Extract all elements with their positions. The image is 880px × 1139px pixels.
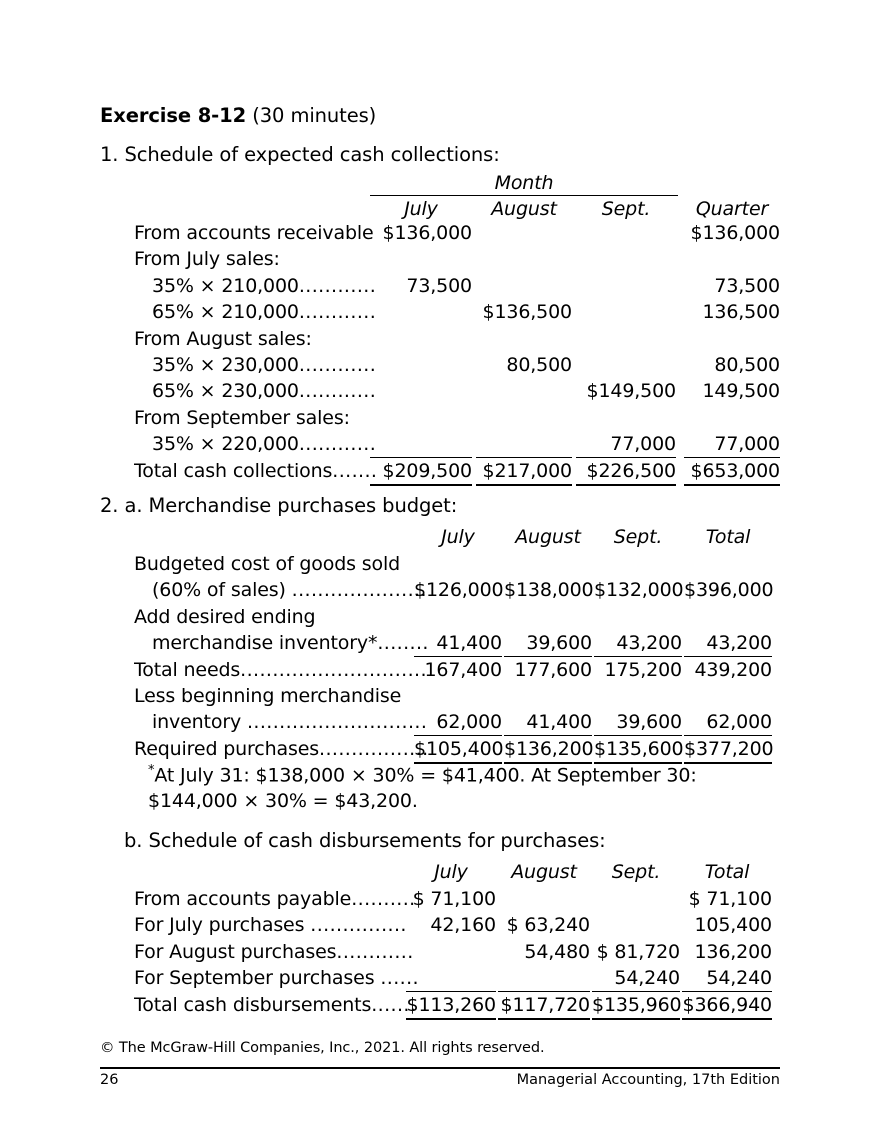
table-cell: 80,500 [714,354,780,376]
page-number: 26 [100,1072,119,1088]
table-row [0,606,880,633]
table-cell: 105,400 [694,914,772,937]
table-row [0,967,880,994]
cell-rule [370,433,472,458]
table-cell: $149,500 [586,380,676,403]
table-cell: 77,000 [576,433,676,458]
table-row [0,460,880,487]
row-label: Less beginning merchandise [134,685,402,707]
leader-dots: ............................. [240,658,427,681]
leader-dots: ....... [371,993,417,1016]
table-row [0,579,880,606]
column-group-rule [370,195,678,196]
row-label: inventory ............................ [152,711,428,734]
table-cell: 136,500 [702,301,780,324]
table-row [0,433,880,460]
leader-dots: ............... [310,914,407,937]
table-cell: $135,960 [592,994,680,1020]
table-row [0,275,880,302]
leader-dots: ................. [319,737,429,760]
table-cell: 43,200 [594,632,682,657]
cell-rule [476,433,572,458]
table-cell: 54,240 [592,967,680,992]
table-cell: 439,200 [694,658,772,681]
column-header: Total [705,526,751,548]
footnote-marker: * [148,763,155,778]
book-title: Managerial Accounting, 17th Edition [516,1072,780,1088]
table-cell: 43,200 [684,632,772,657]
table-row [0,301,880,328]
row-label: Budgeted cost of goods sold [134,553,401,575]
row-label: 35% × 210,000............ [152,274,377,297]
table-cell: $217,000 [476,460,572,486]
column-header: August [511,861,577,883]
row-label: For July purchases ............... [134,914,407,937]
table-cell: 175,200 [604,658,682,681]
footnote [148,758,788,814]
table-cell: $138,000 [504,579,594,602]
table-cell: 77,000 [684,433,780,458]
row-label: From accounts payable.......... [134,888,416,910]
question-1-heading: 1. Schedule of expected cash collections: [100,143,500,166]
table-row [0,222,880,249]
table-row [0,328,880,355]
leader-dots: .......... [351,888,416,910]
column-group-header-month: Month [494,172,554,194]
table-cell: $ 81,720 [596,940,680,963]
column-header: Sept. [613,526,663,548]
page-title [100,104,376,127]
row-label: Total needs............................. [134,658,427,681]
table-cell: 41,400 [504,711,592,736]
table-row [0,354,880,381]
table-cell: 177,600 [514,658,592,681]
table-cell: $136,000 [690,222,780,244]
row-label: From accounts receivable [134,222,374,244]
table-row [0,553,880,580]
leader-dots: ............................ [246,711,428,734]
table-cell: $653,000 [684,460,780,486]
leader-dots: ............ [298,354,377,376]
table-cell: $ 63,240 [506,914,590,937]
table-row [0,914,880,941]
table-cell: $113,260 [406,994,496,1020]
table-cell: $117,720 [498,994,590,1020]
row-label: merchandise inventory*........ [152,632,429,655]
row-label: From September sales: [134,406,350,429]
table-row [0,248,880,275]
table-row [0,888,880,915]
table-cell: 39,600 [594,711,682,736]
table-cell: 42,160 [430,914,496,937]
table-cell: 39,600 [504,632,592,657]
column-header: Total [704,861,750,883]
table-cell: $226,500 [576,460,676,486]
table-cell: $ 71,100 [412,888,496,910]
table-cell: 62,000 [684,711,772,736]
leader-dots: ............ [298,274,377,297]
table-row [0,994,880,1021]
row-label: (60% of sales) ..................... [152,579,427,602]
row-label: For August purchases............ [134,940,414,963]
footnote-text: At July 31: $138,000 × 30% = $41,400. At September 30: $144,000 × 30% = $43,200. [148,764,697,813]
table-cell: 136,200 [694,940,772,963]
leader-dots: ............ [298,301,377,324]
row-label: Required purchases................. [134,737,429,760]
leader-dots: ............ [298,380,377,403]
table-cell: $396,000 [684,579,774,602]
row-label: 65% × 210,000............ [152,301,377,324]
row-label: From July sales: [134,248,280,271]
leader-dots: ....... [332,459,378,482]
table-cell: 149,500 [702,380,780,403]
table-row [0,407,880,434]
table-cell: $132,000 [594,579,684,602]
column-header: July [434,861,468,883]
table-cell: $105,400 [414,738,502,764]
table-cell: 41,400 [414,632,502,657]
column-header: Sept. [601,198,651,220]
table-cell: 54,240 [682,967,772,992]
table-cell: $ 71,100 [688,888,772,910]
row-label: Total cash collections....... [134,459,378,482]
question-2a-heading: 2. a. Merchandise purchases budget: [100,494,458,517]
table-cell: $209,500 [370,460,472,486]
column-header: July [404,198,438,220]
table-cell: $135,600 [594,738,682,764]
row-label: Add desired ending [134,605,316,628]
table-cell: $136,200 [504,738,592,764]
table-cell: 62,000 [414,711,502,736]
table-cell: $377,200 [684,738,772,764]
column-header: August [491,198,557,220]
table-row [0,632,880,659]
table-cell: 73,500 [406,274,472,297]
row-label: Total cash disbursements....... [134,993,417,1016]
table-cell: 167,400 [424,658,502,681]
leader-dots: ............ [298,433,377,456]
leader-dots: ...... [380,967,419,990]
leader-dots: ............ [336,940,414,963]
table-cell: 73,500 [714,274,780,297]
column-header: Quarter [695,198,769,220]
row-label: 35% × 230,000............ [152,354,377,376]
copyright-notice: © The McGraw-Hill Companies, Inc., 2021. All rights reserved. [100,1040,545,1056]
table-cell: $136,500 [482,301,572,324]
table-cell: $366,940 [682,994,772,1020]
question-2b-heading: b. Schedule of cash disbursements for purchases: [124,829,606,852]
cell-rule [498,967,590,992]
table-row [0,659,880,686]
table-row [0,941,880,968]
table-row [0,711,880,738]
row-label: 35% × 220,000............ [152,433,377,456]
column-header: August [515,526,581,548]
exercise-time: (30 minutes) [252,104,377,127]
table-cell: $126,000 [414,579,504,602]
table-row [0,380,880,407]
cell-rule [406,967,496,992]
column-header: July [441,526,475,548]
row-label: From August sales: [134,327,312,350]
row-label: 65% × 230,000............ [152,380,377,403]
table-cell: 80,500 [506,354,572,376]
column-header: Sept. [611,861,661,883]
exercise-label: Exercise 8-12 [100,104,247,127]
table-cell: 54,480 [524,940,590,963]
table-row [0,685,880,712]
row-label: For September purchases ...... [134,967,419,990]
footer-divider [100,1067,780,1069]
table-cell: $136,000 [382,222,472,244]
leader-dots: ........ [377,632,429,655]
leader-dots: ..................... [291,579,427,602]
